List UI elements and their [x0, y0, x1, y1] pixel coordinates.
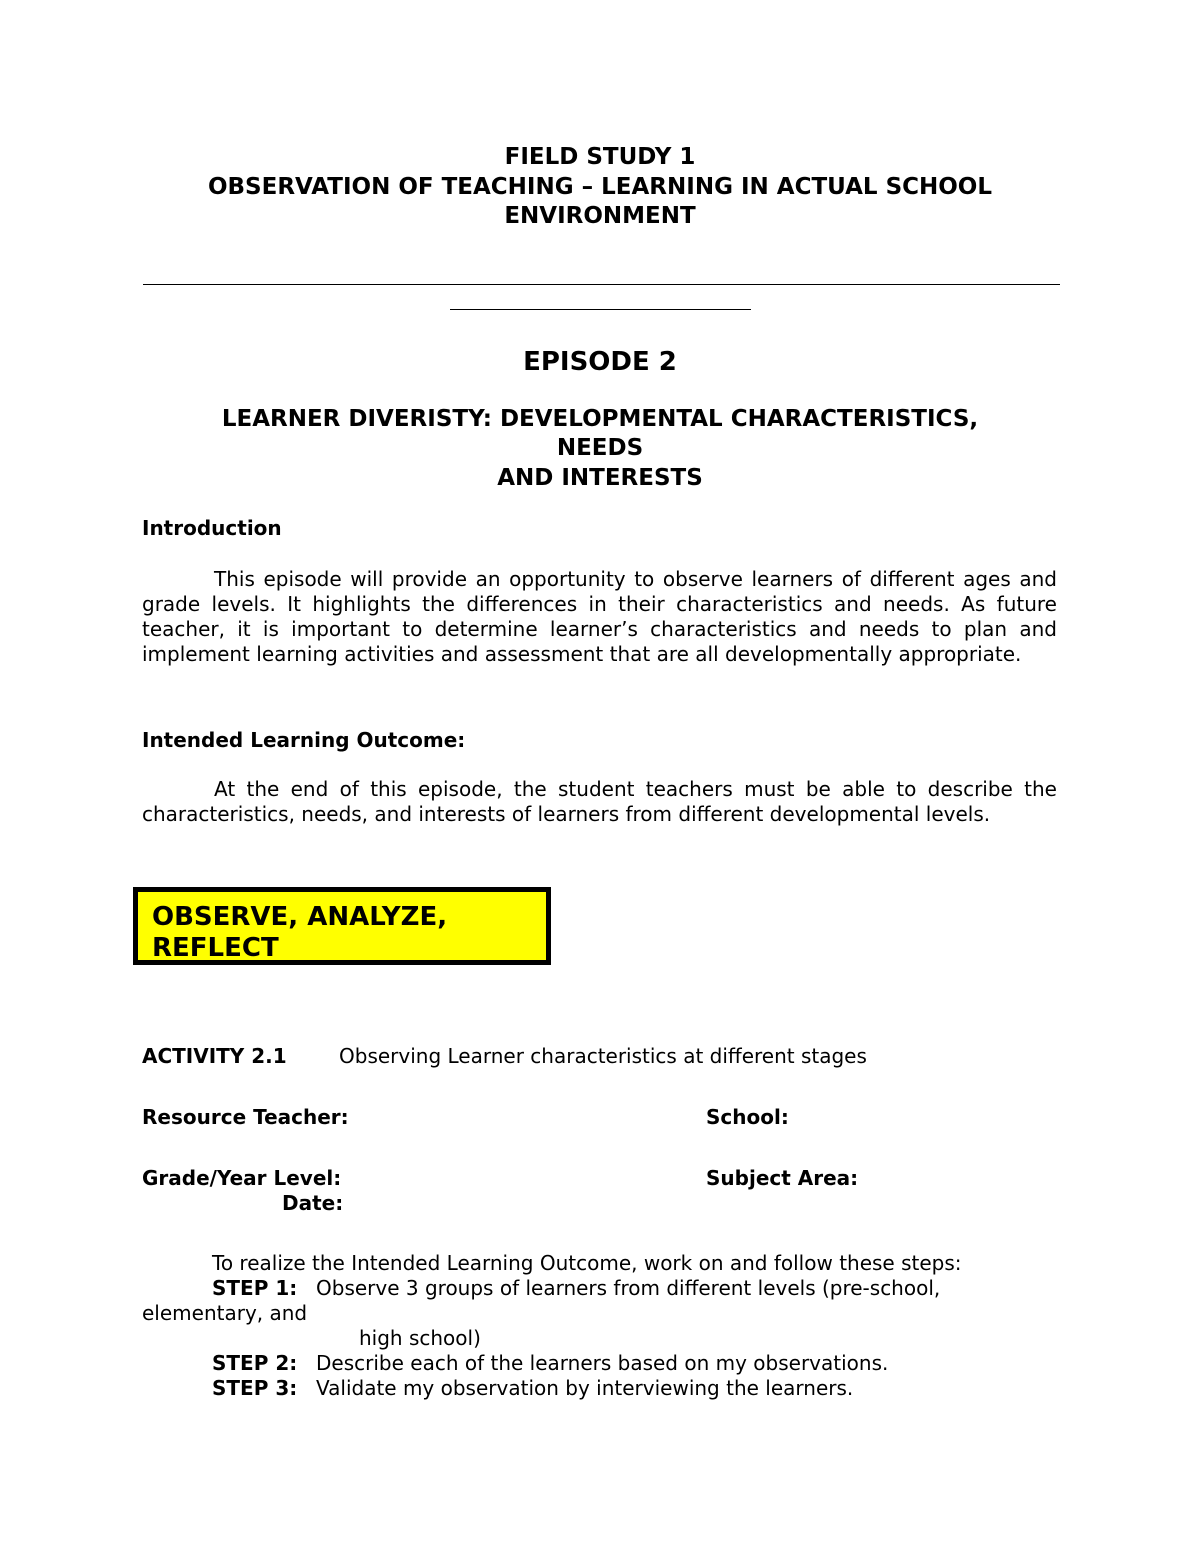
introduction-heading: Introduction	[142, 516, 282, 540]
activity-title: Observing Learner characteristics at different stages	[339, 1044, 867, 1068]
step-1-text-continued: elementary, and	[142, 1301, 308, 1325]
step-2-label: STEP 2:	[212, 1351, 298, 1375]
episode-label: EPISODE 2	[523, 347, 677, 377]
observe-analyze-reflect-callout	[133, 887, 551, 965]
document-title-line-1: FIELD STUDY 1	[504, 144, 696, 170]
school-label: School:	[706, 1105, 789, 1129]
episode-topic-line-3: AND INTERESTS	[497, 465, 703, 491]
divider-short	[450, 309, 751, 310]
callout-text	[152, 902, 532, 964]
divider-long	[143, 284, 1060, 285]
introduction-body: This episode will provide an opportunity to observe learners of different ages and grade levels. It highlights the differences in their characteristics and needs. As future teacher, it is important to determine learner’s characteristics and needs to plan and implement learning activities and assessment that are all developmentally appropriate.	[142, 567, 1057, 666]
step-1-text-end: high school)	[359, 1326, 481, 1350]
callout-line-1: OBSERVE, ANALYZE,	[152, 902, 448, 932]
date-label: Date:	[282, 1191, 344, 1215]
episode-topic-line-2: NEEDS	[556, 435, 644, 461]
episode-topic-line-1: LEARNER DIVERISTY: DEVELOPMENTAL CHARACTERISTICS,	[221, 406, 979, 432]
step-3-text: Validate my observation by interviewing the learners.	[316, 1376, 854, 1400]
outcome-body: At the end of this episode, the student teachers must be able to describe the characteristics, needs, and interests of learners from different developmental levels.	[142, 777, 1057, 826]
document-title-line-3: ENVIRONMENT	[504, 203, 696, 229]
step-3-label: STEP 3:	[212, 1376, 298, 1400]
introduction-paragraph	[142, 567, 1057, 667]
outcome-heading: Intended Learning Outcome:	[142, 728, 466, 752]
document-title-line-2: OBSERVATION OF TEACHING – LEARNING IN ACTUAL SCHOOL	[207, 174, 993, 200]
grade-level-label: Grade/Year Level:	[142, 1166, 342, 1190]
outcome-paragraph	[142, 777, 1057, 827]
resource-teacher-label: Resource Teacher:	[142, 1105, 349, 1129]
callout-line-2: REFLECT	[152, 933, 279, 963]
steps-intro: To realize the Intended Learning Outcome, work on and follow these steps:	[212, 1251, 962, 1275]
step-1-text: Observe 3 groups of learners from different levels (pre-school,	[316, 1276, 941, 1300]
step-2-text: Describe each of the learners based on my observations.	[316, 1351, 889, 1375]
activity-label: ACTIVITY 2.1	[142, 1044, 287, 1068]
subject-area-label: Subject Area:	[706, 1166, 859, 1190]
step-1-label: STEP 1:	[212, 1276, 298, 1300]
